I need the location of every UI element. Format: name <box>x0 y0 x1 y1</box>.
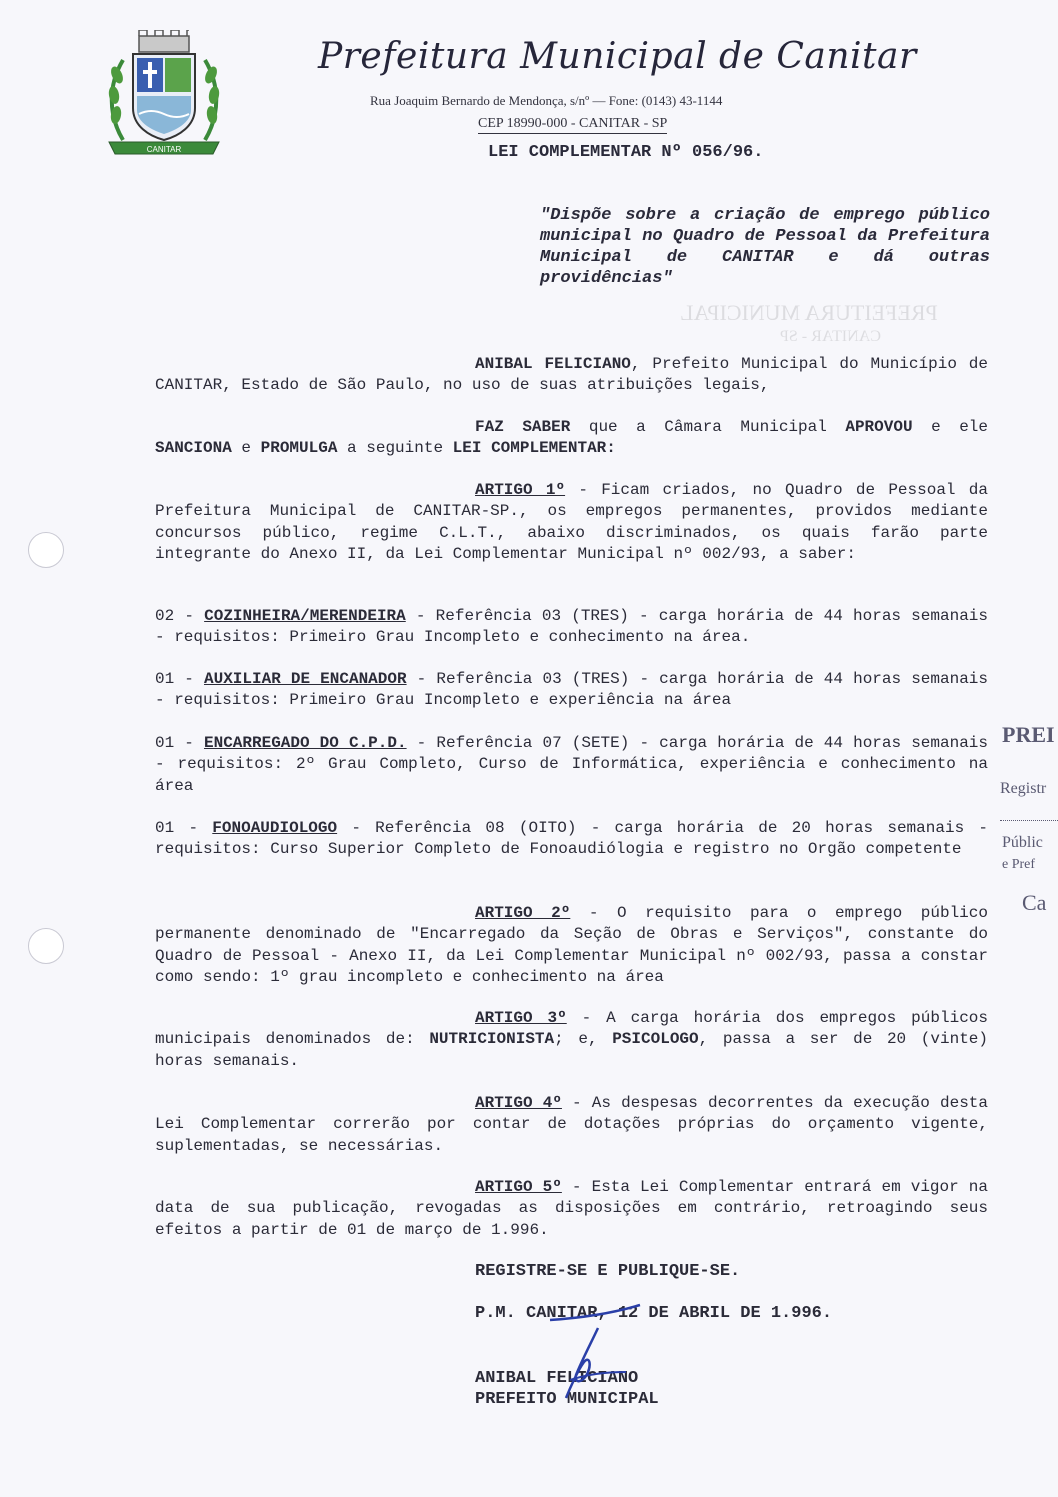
promulga: PROMULGA <box>260 439 338 458</box>
aprovou: APROVOU <box>845 418 913 436</box>
edge-stamp-line: e Pref <box>1002 857 1036 872</box>
letterhead-cep: CEP 18990-000 - CANITAR - SP <box>478 116 667 134</box>
article-2-heading: ARTIGO 2º <box>475 904 571 922</box>
proclamation-text-1: que a Câmara Municipal <box>570 418 846 436</box>
job-qty: 01 <box>155 670 175 688</box>
letterhead-title: Prefeitura Municipal de Canitar <box>318 36 917 77</box>
signer-name: ANIBAL FELICIANO <box>475 1369 639 1388</box>
article-3 <box>155 1008 988 1072</box>
bleed-line-1: PREFEITURA MUNICIPAL <box>680 300 938 325</box>
job-desc: - Referência 07 (SETE) - carga horária de 44 horas semanais - requisitos: 2º Grau Completo, Curso de Informática, experiência e conhecimento na área <box>155 734 989 795</box>
preamble-text: , Prefeito Municipal do Município de CANITAR, Estado de São Paulo, no uso de suas atribuições legais, <box>155 355 989 395</box>
article-3-heading: ARTIGO 3º <box>475 1009 567 1027</box>
article-3-job-1: NUTRICIONISTA <box>429 1030 555 1049</box>
article-4-heading: ARTIGO 4º <box>475 1094 562 1112</box>
punch-hole <box>28 532 64 568</box>
edge-stamp-line: PREI <box>1002 722 1055 747</box>
proclamation-text-3: e <box>231 439 261 458</box>
job-desc: - Referência 03 (TRES) - carga horária de 44 horas semanais - requisitos: Primeiro Grau Incompleto e experiência na área <box>155 670 989 710</box>
article-3-text-1: - A carga horária dos empregos públicos municipais denominados de: <box>155 1009 988 1049</box>
job-item: 01 - AUXILIAR DE ENCANADOR - Referência 03 (TRES) - carga horária de 44 horas semanais - requisitos: Primeiro Grau Incompleto e experiência na área <box>155 670 989 710</box>
article-1-heading: ARTIGO 1º <box>475 481 566 499</box>
article-3-text-2: ; e, <box>554 1030 613 1049</box>
sanciona: SANCIONA <box>155 439 232 458</box>
proclamation <box>155 417 988 460</box>
job-desc: - Referência 03 (TRES) - carga horária de 44 horas semanais - requisitos: Primeiro Grau Incompleto e conhecimento na área. <box>155 607 988 647</box>
job-qty: 02 <box>155 607 175 625</box>
article-5-heading: ARTIGO 5º <box>475 1178 562 1196</box>
job-title: COZINHEIRA/MERENDEIRA <box>204 607 406 625</box>
article-4 <box>155 1093 988 1157</box>
proclamation-text-4: a seguinte <box>337 439 453 458</box>
job-qty: 01 <box>155 819 175 837</box>
handwritten-signature <box>540 1300 650 1400</box>
article-5-text: - Esta Lei Complementar entrará em vigor na data de sua publicação, revogadas as disposições em contrário, retroagindo seus efeitos a partir de 01 de março de 1.996. <box>155 1178 988 1239</box>
article-1 <box>155 480 988 565</box>
coat-of-arms-icon <box>103 30 225 160</box>
law-summary: "Dispõe sobre a criação de emprego público municipal no Quadro de Pessoal da Prefeitura Municipal de CANITAR e dá outras providências" <box>540 206 990 288</box>
article-3-job-2: PSICOLOGO <box>612 1030 699 1049</box>
svg-text:CANITAR: CANITAR <box>146 145 182 154</box>
bleed-line-2: CANITAR - SP <box>780 328 881 345</box>
edge-stamp-line: Registr <box>1000 780 1047 797</box>
lei-complementar: LEI COMPLEMENTAR: <box>452 439 616 458</box>
proclamation-text-2: e ele <box>912 418 988 436</box>
article-2 <box>155 903 988 988</box>
punch-hole <box>28 928 64 964</box>
mayor-name: ANIBAL FELICIANO <box>475 355 631 373</box>
law-title: LEI COMPLEMENTAR Nº 056/96. <box>488 143 764 162</box>
edge-stamp <box>1000 722 1058 922</box>
registre-publique: REGISTRE-SE E PUBLIQUE-SE. <box>475 1262 741 1281</box>
job-item: 01 - FONOAUDIOLOGO - Referência 08 (OITO) - carga horária de 20 horas semanais - requisitos: Curso Superior Completo de Fonoaudiólogia e registro no Orgão competente <box>155 819 988 859</box>
letterhead-address: Rua Joaquim Bernardo de Mendonça, s/nº — Fone: (0143) 43-1144 <box>370 93 723 108</box>
job-qty: 01 <box>155 734 175 752</box>
job-desc: - Referência 08 (OITO) - carga horária de 20 horas semanais - requisitos: Curso Superior Completo de Fonoaudiólogia e registro no Orgão competente <box>155 819 988 859</box>
article-2-text: - O requisito para o emprego público permanente denominado de "Encarregado da Seção de Obras e Serviços", constante do Quadro de Pessoal - Anexo II, da Lei Complementar Municipal nº 002/93, passa a constar como sendo: 1º grau incompleto e conhecimento na área <box>155 904 988 986</box>
faz-saber: FAZ SABER <box>475 418 571 436</box>
job-title: ENCARREGADO DO C.P.D. <box>203 734 407 752</box>
job-title: FONOAUDIOLOGO <box>212 819 338 837</box>
article-3-text-3: , passa a ser de 20 (vinte) horas semanais. <box>155 1030 988 1070</box>
preamble <box>155 354 988 397</box>
signer-role: PREFEITO MUNICIPAL <box>475 1390 659 1409</box>
job-title: AUXILIAR DE ENCANADOR <box>203 670 407 688</box>
job-item: 01 - ENCARREGADO DO C.P.D. - Referência 07 (SETE) - carga horária de 44 horas semanais - requisitos: 2º Grau Completo, Curso de Informática, experiência e conhecimento na área <box>155 734 989 795</box>
article-5 <box>155 1177 988 1241</box>
edge-stamp-line: Ca <box>1022 890 1047 915</box>
edge-stamp-line: Públic <box>1002 834 1043 851</box>
place-date: P.M. CANITAR, 12 DE ABRIL DE 1.996. <box>475 1304 833 1323</box>
article-4-text: - As despesas decorrentes da execução desta Lei Complementar correrão por contar de dotações próprias do orçamento vigente, suplementadas, se necessárias. <box>155 1094 989 1155</box>
job-item: 02 - COZINHEIRA/MERENDEIRA - Referência 03 (TRES) - carga horária de 44 horas semanais - requisitos: Primeiro Grau Incompleto e conhecimento na área. <box>155 607 988 647</box>
article-1-text: - Ficam criados, no Quadro de Pessoal da Prefeitura Municipal de CANITAR-SP., os empregos permanentes, providos mediante concursos público, regime C.L.T., abaixo discriminados, os quais farão parte integrante do Anexo II, da Lei Complementar Municipal nº 002/93, a saber: <box>155 481 988 563</box>
